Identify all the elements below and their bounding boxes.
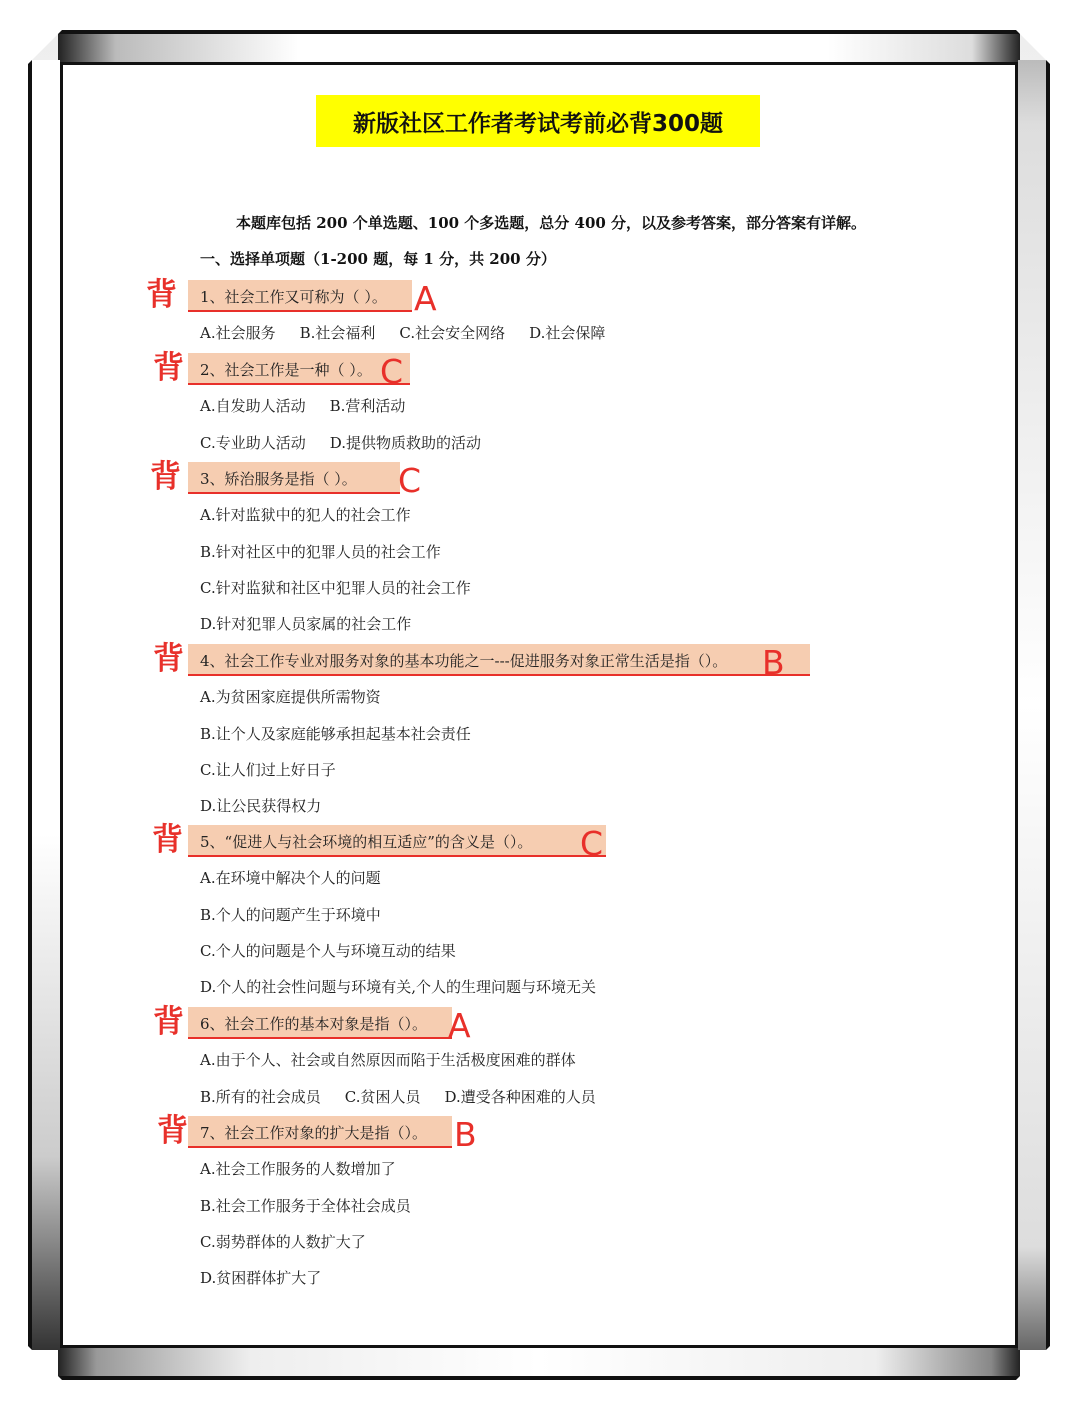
frame-bar-right (1018, 60, 1046, 1350)
option-row (200, 723, 495, 744)
answer-mark: B (762, 643, 785, 682)
option-row (200, 940, 480, 961)
option-row (200, 759, 360, 780)
option-text: D.提供物质救助的活动 (329, 433, 481, 452)
question-text: 6、社会工作的基本对象是指（）。 (200, 1015, 428, 1033)
frame-bar-left (32, 60, 60, 1350)
memorize-mark: 背 (150, 459, 181, 495)
option-text: A.自发助人活动 (200, 397, 306, 416)
option-text: D.遭受各种困难的人员 (444, 1087, 596, 1106)
option-text: C.弱势群体的人数扩大了 (200, 1232, 366, 1251)
question-text: 7、社会工作对象的扩大是指（）。 (200, 1124, 428, 1142)
option-row (200, 1231, 390, 1252)
option-row (200, 504, 435, 525)
option-text: B.个人的问题产生于环境中 (200, 905, 381, 924)
option-text: A.社会工作服务的人数增加了 (200, 1160, 396, 1179)
question-text: 2、社会工作是一种（ ）。 (200, 361, 372, 379)
option-row (200, 395, 429, 416)
option-text: B.营利活动 (329, 397, 406, 416)
intro-text: 本题库包括 200 个单选题、100 个多选题，总分 400 分，以及参考答案，部分答案有详解。 (236, 214, 867, 232)
question-text: 5、“促进人与社会环境的相互适应”的含义是（）。 (200, 833, 533, 851)
memorize-mark: 背 (153, 1004, 184, 1040)
option-row (200, 904, 405, 925)
option-row (200, 577, 495, 598)
answer-mark: A (448, 1006, 471, 1045)
section-heading: 一、选择单项题（1-200 题，每 1 分，共 200 分） (200, 250, 556, 268)
option-row (200, 1049, 600, 1070)
option-row (200, 976, 620, 997)
option-text: C.贫困人员 (344, 1087, 421, 1106)
option-row (200, 1195, 435, 1216)
option-text: A.社会服务 (200, 324, 276, 343)
option-text: B.针对社区中的犯罪人员的社会工作 (200, 542, 441, 561)
option-row (200, 686, 405, 707)
answer-mark: A (414, 279, 437, 318)
answer-mark: C (380, 352, 404, 391)
option-text: D.让公民获得权力 (200, 797, 322, 816)
question-text: 1、社会工作又可称为（ ）。 (200, 288, 387, 306)
option-row (200, 1158, 420, 1179)
answer-mark: B (454, 1115, 477, 1154)
option-text: D.社会保障 (529, 324, 606, 343)
memorize-mark: 背 (153, 641, 184, 677)
option-text: A.由于个人、社会或自然原因而陷于生活极度困难的群体 (200, 1051, 576, 1070)
memorize-mark: 背 (152, 822, 183, 858)
option-row (200, 322, 629, 343)
option-text: B.所有的社会成员 (200, 1087, 321, 1106)
option-text: C.让人们过上好日子 (200, 760, 336, 779)
option-text: C.社会安全网络 (399, 324, 506, 343)
memorize-mark: 背 (153, 350, 184, 386)
answer-mark: C (398, 461, 422, 500)
frame-bar-bottom (58, 1348, 1020, 1376)
question-text: 3、矫治服务是指（ ）。 (200, 470, 357, 488)
option-text: C.针对监狱和社区中犯罪人员的社会工作 (200, 578, 471, 597)
option-row (200, 1267, 345, 1288)
question-text: 4、社会工作专业对服务对象的基本功能之一---促进服务对象正常生活是指（）。 (200, 652, 728, 670)
option-row (200, 613, 435, 634)
option-text: B.让个人及家庭能够承担起基本社会责任 (200, 724, 471, 743)
option-row (200, 795, 345, 816)
option-row (200, 867, 405, 888)
option-row (200, 432, 505, 453)
option-text: D.贫困群体扩大了 (200, 1269, 322, 1288)
answer-mark: C (580, 824, 604, 863)
document-title: 新版社区工作者考试考前必背300题 (316, 95, 760, 147)
option-row (200, 541, 465, 562)
option-text: D.针对犯罪人员家属的社会工作 (200, 615, 412, 634)
memorize-mark: 背 (157, 1113, 188, 1149)
option-text: C.个人的问题是个人与环境互动的结果 (200, 941, 456, 960)
option-text: A.在环境中解决个人的问题 (200, 869, 381, 888)
option-text: A.为贫困家庭提供所需物资 (200, 688, 381, 707)
option-row (200, 1086, 620, 1107)
option-text: B.社会工作服务于全体社会成员 (200, 1196, 411, 1215)
memorize-mark: 背 (146, 277, 177, 313)
frame-bar-top (58, 34, 1020, 62)
option-text: D.个人的社会性问题与环境有关,个人的生理问题与环境无关 (200, 978, 597, 997)
option-text: C.专业助人活动 (200, 433, 306, 452)
option-text: A.针对监狱中的犯人的社会工作 (200, 506, 411, 525)
option-text: B.社会福利 (299, 324, 376, 343)
